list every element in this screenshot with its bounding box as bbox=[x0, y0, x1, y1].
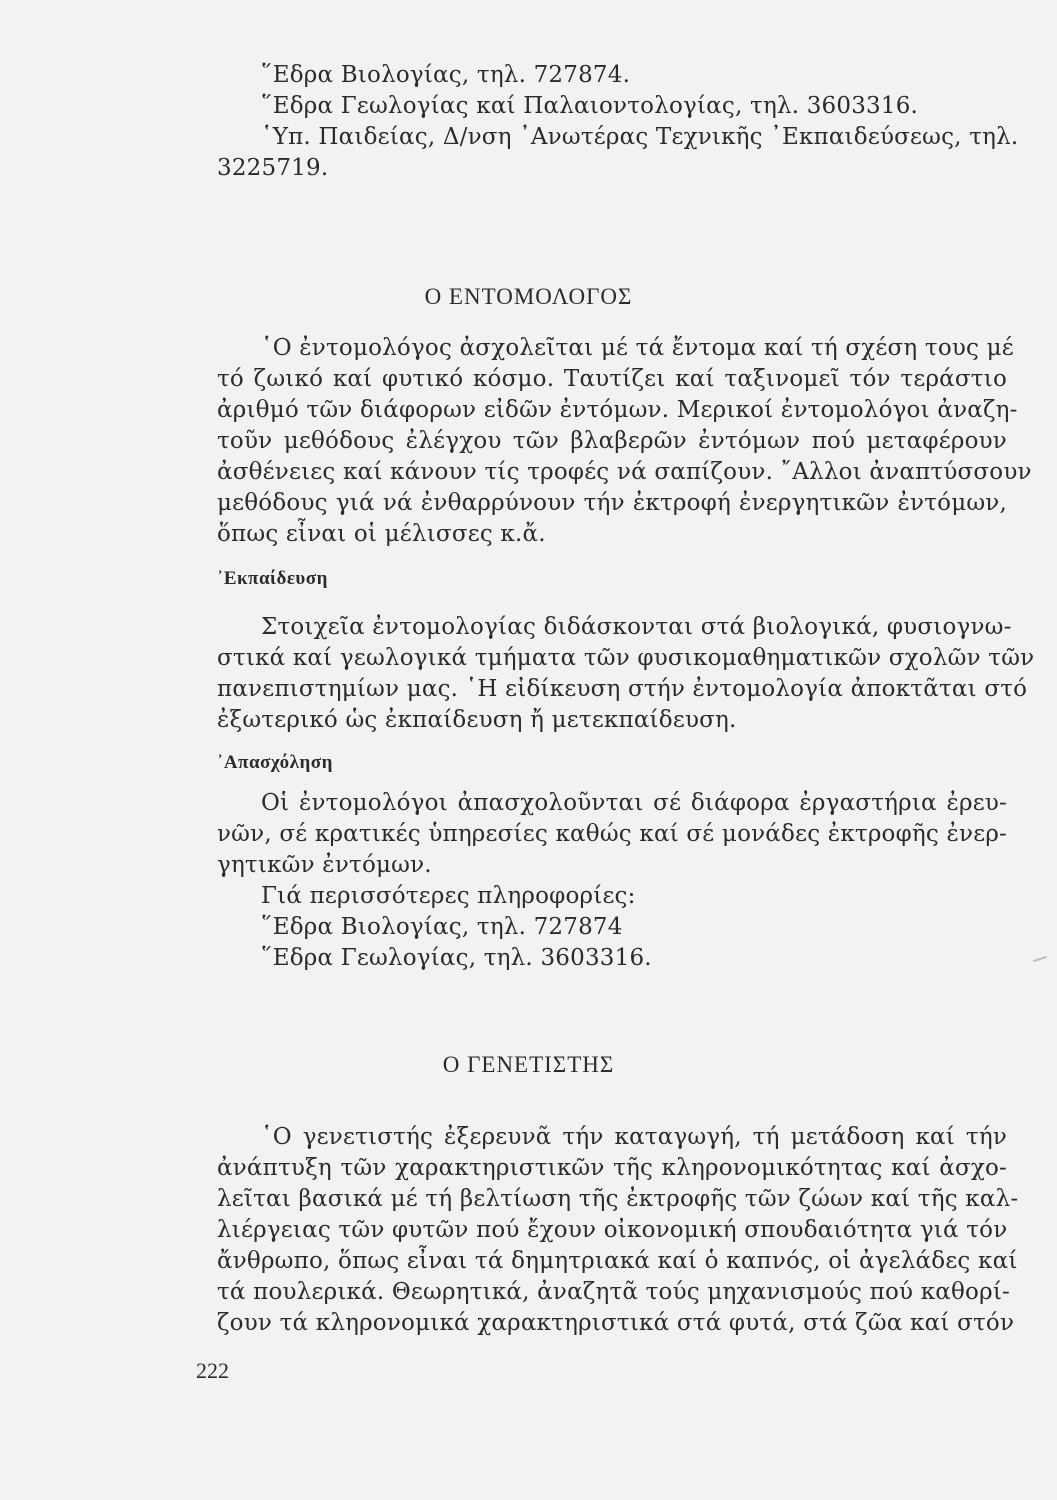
paragraph-line: νῶν, σέ κρατικές ὑπηρεσίες καθώς καί σέ μονάδες ἐκτροφῆς ἐνερ- bbox=[217, 821, 1008, 847]
section-title-genetistis: Ο ΓΕΝΕΤΙΣΤΗΣ bbox=[442, 1052, 615, 1077]
paragraph-line: ἀριθμό τῶν διάφορων εἰδῶν ἐντόμων. Μερικοί ἐντομολόγοι ἀναζη- bbox=[217, 397, 1018, 423]
paragraph-line: ὅπως εἶναι οἱ μέλισσες κ.ἄ. bbox=[217, 521, 546, 547]
paragraph-line: Οἱ ἐντομολόγοι ἀπασχολοῦνται σέ διάφορα ἐργαστήρια ἐρευ- bbox=[261, 790, 1007, 816]
page-number: 222 bbox=[196, 1358, 229, 1383]
paragraph-line: ῾Ο ἐντομολόγος ἀσχολεῖται μέ τά ἔντομα καί τή σχέση τους μέ bbox=[261, 335, 1014, 361]
paragraph-line: ἀσθένειες καί κάνουν τίς τροφές νά σαπίζουν. ῎Αλλοι ἀναπτύσσουν bbox=[217, 459, 1032, 485]
paragraph-line: ῾Ο γενετιστής ἐξερευνᾶ τήν καταγωγή, τή μετάδοση καί τήν bbox=[261, 1124, 1007, 1150]
paragraph-line: τοῦν μεθόδους ἐλέγχου τῶν βλαβερῶν ἐντόμων πού μεταφέρουν bbox=[217, 428, 1007, 454]
contact-line: ῞Εδρα Βιολογίας, τηλ. 727874. bbox=[261, 62, 631, 88]
paragraph-line: ἀνάπτυξη τῶν χαρακτηριστικῶν τῆς κληρονομικότητας καί ἀσχο- bbox=[217, 1155, 1007, 1181]
employment-paragraph bbox=[217, 788, 1007, 974]
scan-mark bbox=[1033, 956, 1047, 962]
paragraph-line: ἐξωτερικό ὡς ἐκπαίδευση ἤ μετεκπαίδευση. bbox=[217, 707, 737, 733]
paragraph-line: Στοιχεῖα ἐντομολογίας διδάσκονται στά βιολογικά, φυσιογνω- bbox=[261, 614, 1012, 640]
genetistis-intro bbox=[217, 1122, 1019, 1339]
paragraph-line: στικά καί γεωλογικά τμήματα τῶν φυσικομαθηματικῶν σχολῶν τῶν bbox=[217, 645, 1035, 671]
contact-line: ῾Υπ. Παιδείας, Δ/νση ᾿Ανωτέρας Τεχνικῆς ᾿Εκπαιδεύσεως, τηλ. bbox=[261, 124, 1019, 150]
info-contact: ῞Εδρα Γεωλογίας, τηλ. 3603316. bbox=[261, 945, 652, 971]
contact-line: 3225719. bbox=[217, 155, 329, 181]
paragraph-line: τά πουλερικά. Θεωρητικά, ἀναζητᾶ τούς μηχανισμούς πού καθορί- bbox=[217, 1279, 1011, 1305]
section-title-entomologos: Ο ΕΝΤΟΜΟΛΟΓΟΣ bbox=[424, 284, 633, 309]
paragraph-line: ἄνθρωπο, ὅπως εἶναι τά δημητριακά καί ὁ καπνός, οἱ ἀγελάδες καί bbox=[217, 1248, 1018, 1274]
paragraph-line: λιέργειας τῶν φυτῶν πού ἔχουν οἰκονομική σπουδαιότητα γιά τόν bbox=[217, 1217, 1008, 1243]
paragraph-line: μεθόδους γιά νά ἐνθαρρύνουν τήν ἐκτροφή ἐνεργητικῶν ἐντόμων, bbox=[217, 490, 1007, 516]
contact-line: ῞Εδρα Γεωλογίας καί Παλαιοντολογίας, τηλ. 3603316. bbox=[261, 93, 919, 119]
paragraph-line: ζουν τά κληρονομικά χαρακτηριστικά στά φυτά, στά ζῶα καί στόν bbox=[217, 1310, 1015, 1336]
paragraph-line: πανεπιστημίων μας. ῾Η εἰδίκευση στήν ἐντομολογία ἀποκτᾶται στό bbox=[217, 676, 1028, 702]
subheading-education: ᾿Εκπαίδευση bbox=[217, 568, 328, 589]
paragraph-line: γητικῶν ἐντόμων. bbox=[217, 852, 432, 878]
entomologos-intro bbox=[217, 333, 1032, 550]
top-contacts bbox=[217, 60, 1019, 184]
info-label: Γιά περισσότερες πληροφορίες: bbox=[261, 883, 636, 909]
education-paragraph bbox=[217, 612, 1035, 736]
subheading-employment: ᾿Απασχόληση bbox=[217, 752, 333, 773]
paragraph-line: τό ζωικό καί φυτικό κόσμο. Ταυτίζει καί ταξινομεῖ τόν τεράστιο bbox=[217, 366, 1007, 392]
info-contact: ῞Εδρα Βιολογίας, τηλ. 727874 bbox=[261, 914, 623, 940]
paragraph-line: λεῖται βασικά μέ τή βελτίωση τῆς ἐκτροφῆς τῶν ζώων καί τῆς καλ- bbox=[217, 1186, 1019, 1212]
